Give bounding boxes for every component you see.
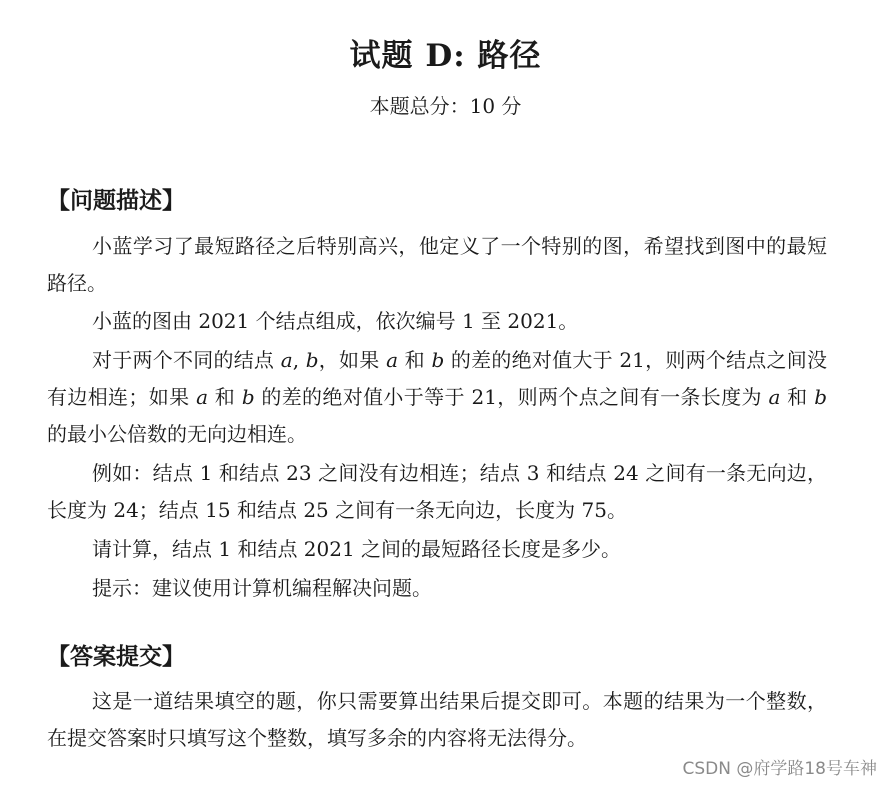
text-segment: ，如果 <box>318 348 387 372</box>
text-segment: 的差的绝对值大于 21，则两个结点之间没有边相连；如果 <box>47 348 828 409</box>
variable-a: a <box>386 348 399 372</box>
watermark: CSDN @府学路18号车神 <box>682 759 877 779</box>
text-segment: 的差的绝对值小于等于 21，则两个点之间有一条长度为 <box>254 385 769 409</box>
variable-a: a <box>196 385 209 409</box>
problem-paragraph-4: 例如：结点 1 和结点 23 之间没有边相连；结点 3 和结点 24 之间有一条无向边，长度为 24；结点 15 和结点 25 之间有一条无向边，长度为 75。 <box>47 461 827 522</box>
text-segment: , <box>292 348 306 372</box>
problem-description-heading: 【问题描述】 <box>47 188 185 214</box>
problem-paragraph-3 <box>47 342 827 453</box>
variable-b: b <box>305 348 319 372</box>
variable-b: b <box>241 385 255 409</box>
answer-paragraph: 这是一道结果填空的题，你只需要算出结果后提交即可。本题的结果为一个整数，在提交答案时只填写这个整数，填写多余的内容将无法得分。 <box>47 689 827 750</box>
text-segment: 对于两个不同的结点 <box>92 348 281 372</box>
problem-paragraph-5: 请计算，结点 1 和结点 2021 之间的最短路径长度是多少。 <box>92 537 622 561</box>
text-segment: 和 <box>398 348 432 372</box>
problem-paragraph-2: 小蓝的图由 2021 个结点组成，依次编号 1 至 2021。 <box>92 309 579 333</box>
variable-b: b <box>431 348 445 372</box>
problem-score: 本题总分：10 分 <box>369 94 522 118</box>
text-segment: 和 <box>208 385 242 409</box>
text-segment: 和 <box>780 385 815 409</box>
variable-a: a <box>768 385 781 409</box>
problem-paragraph-1: 小蓝学习了最短路径之后特别高兴，他定义了一个特别的图，希望找到图中的最短路径。 <box>47 234 827 295</box>
problem-title: 试题 D: 路径 <box>349 38 542 74</box>
problem-paragraph-6: 提示：建议使用计算机编程解决问题。 <box>92 576 432 600</box>
variable-b: b <box>814 385 828 409</box>
text-segment: 的最小公倍数的无向边相连。 <box>47 422 307 446</box>
variable-a: a <box>280 348 293 372</box>
answer-submission-heading: 【答案提交】 <box>47 644 185 670</box>
